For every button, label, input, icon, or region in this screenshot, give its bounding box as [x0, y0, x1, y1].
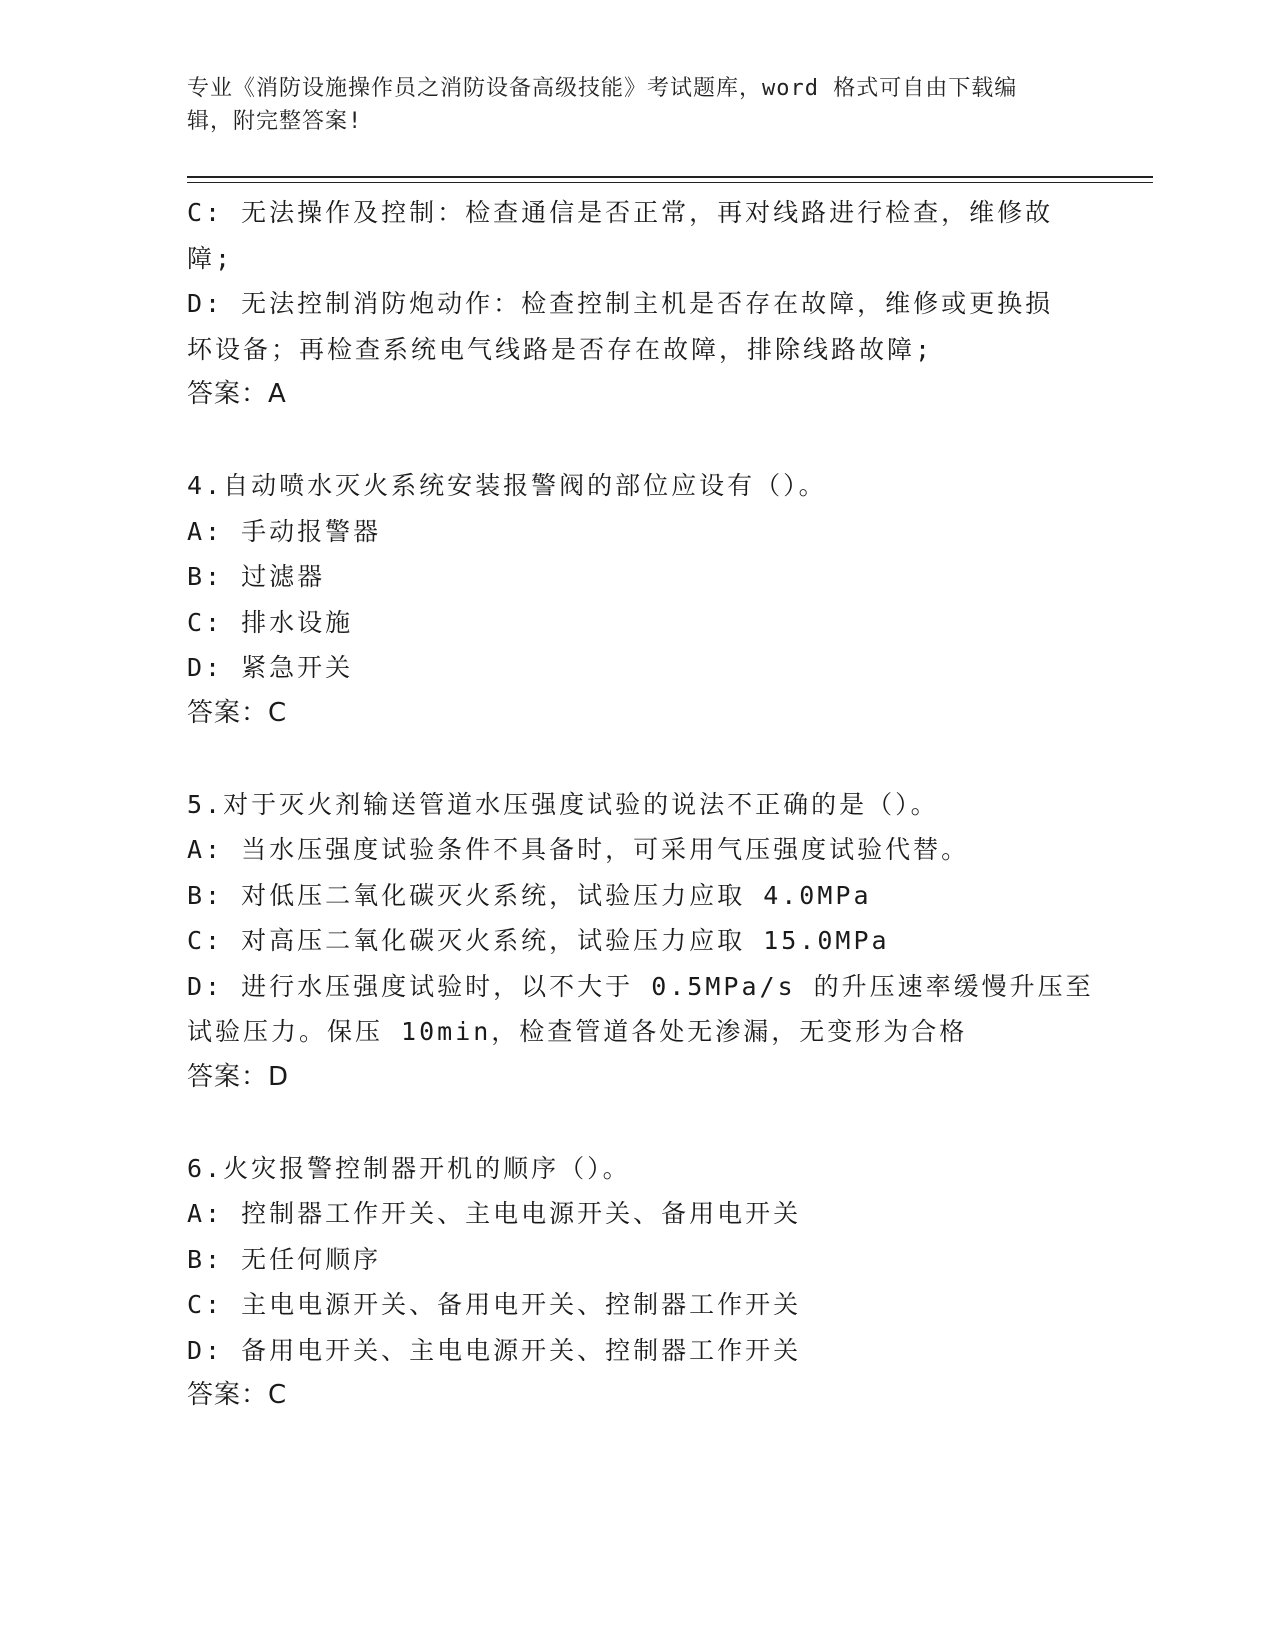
header-rule-thick: [187, 176, 1153, 178]
answer-label: 答案：A: [187, 379, 287, 409]
header-line-1: 专业《消防设施操作员之消防设备高级技能》考试题库，word 格式可自由下载编: [187, 76, 1018, 101]
question-6-text: 6.火灾报警控制器开机的顺序（）。: [187, 1153, 631, 1183]
question-5-block: [187, 782, 1094, 1101]
option-a: A: 控制器工作开关、主电电源开关、备用电开关: [187, 1199, 802, 1228]
option-a: A: 手动报警器: [187, 516, 382, 546]
option-b: B: 过滤器: [187, 562, 326, 591]
answer-label: 答案：C: [187, 1380, 288, 1410]
option-c: C: 主电电源开关、备用电开关、控制器工作开关: [187, 1290, 802, 1319]
answer-label: 答案：D: [187, 1061, 290, 1092]
spacer: [187, 1100, 1087, 1146]
question-content: [187, 190, 1094, 1419]
previous-question-block: [187, 190, 1087, 418]
option-d-line-1: D: 进行水压强度试验时，以不大于 0.5MPa/s 的升压速率缓慢升压至: [187, 971, 1094, 1001]
option-b: B: 对低压二氧化碳灭火系统，试验压力应取 4.0MPa: [187, 880, 872, 910]
spacer: [187, 418, 1087, 464]
option-d-line-2: 坏设备；再检查系统电气线路是否存在故障，排除线路故障;: [187, 334, 934, 364]
page-header: [187, 72, 1067, 138]
header-rule-thin: [187, 182, 1153, 183]
option-b: B: 无任何顺序: [187, 1244, 382, 1274]
spacer: [187, 736, 1087, 782]
question-4-block: [187, 463, 1087, 736]
option-c-line-2: 障;: [187, 243, 234, 273]
option-a: A: 当水压强度试验条件不具备时，可采用气压强度试验代替。: [187, 835, 970, 864]
option-d: D: 紧急开关: [187, 653, 354, 682]
option-c-line-1: C: 无法操作及控制：检查通信是否正常，再对线路进行检查，维修故: [187, 198, 1054, 227]
option-d-line-1: D: 无法控制消防炮动作：检查控制主机是否存在故障，维修或更换损: [187, 289, 1054, 318]
option-c: C: 排水设施: [187, 607, 354, 637]
question-6-block: [187, 1146, 1087, 1419]
answer-label: 答案：C: [187, 697, 288, 728]
question-4-text: 4.自动喷水灭火系统安装报警阀的部位应设有（）。: [187, 471, 827, 500]
option-d-line-2: 试验压力。保压 10min，检查管道各处无渗漏，无变形为合格: [187, 1017, 968, 1046]
header-line-2: 辑，附完整答案!: [187, 109, 363, 134]
question-5-text: 5.对于灭火剂输送管道水压强度试验的说法不正确的是（）。: [187, 789, 939, 819]
option-d: D: 备用电开关、主电电源开关、控制器工作开关: [187, 1335, 802, 1365]
option-c: C: 对高压二氧化碳灭火系统，试验压力应取 15.0MPa: [187, 926, 890, 955]
